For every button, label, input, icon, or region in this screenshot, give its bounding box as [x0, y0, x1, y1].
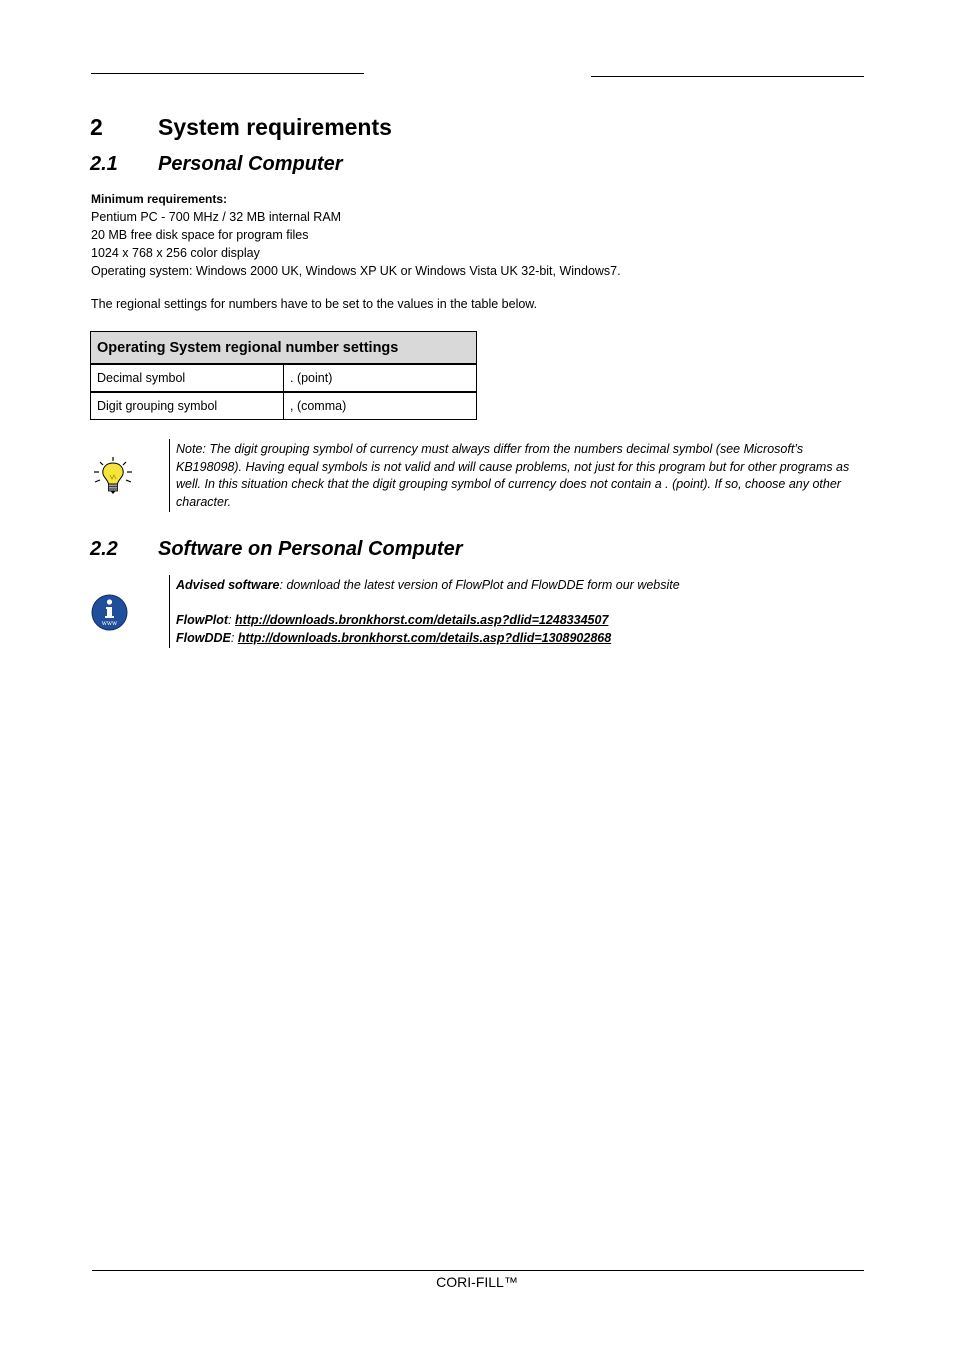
regional-settings-table — [90, 331, 477, 420]
requirement-item: Pentium PC - 700 MHz / 32 MB internal RAM — [91, 210, 342, 224]
software-divider — [169, 575, 170, 648]
flowplot-link[interactable]: http://downloads.bronkhorst.com/details.asp?dlid=1248334507 — [235, 613, 609, 627]
subsection-heading-software — [90, 538, 463, 561]
header-rule-right — [591, 76, 864, 77]
flowplot-label: FlowPlot — [176, 613, 229, 627]
footer-rule — [92, 1270, 864, 1271]
footer-text: CORI-FILL™ — [436, 1274, 518, 1290]
subsection-heading-pc — [90, 153, 342, 176]
section-title: System requirements — [158, 114, 392, 140]
note-text: Note: The digit grouping symbol of currency must always differ from the numbers decimal symbol (see Microsoft’s KB198098). Having equal symbols is not valid and will cause problems, not just for this program but for other programs as well. In this situation check that the digit grouping symbol of currency does not contain a . (point). If so, choose any other character. — [176, 442, 850, 509]
flowplot-line: FlowPlot: http://downloads.bronkhorst.com/details.asp?dlid=1248334507 — [176, 613, 609, 627]
info-icon-label: www — [101, 620, 118, 627]
requirement-item: 1024 x 768 x 256 color display — [91, 246, 260, 260]
subsection-title: Software on Personal Computer — [158, 538, 463, 560]
requirements-title: Minimum requirements: — [91, 192, 228, 206]
table-cell-value: . (point) — [284, 364, 477, 392]
flowdde-line: FlowDDE: http://downloads.bronkhorst.com/details.asp?dlid=1308902868 — [176, 630, 612, 645]
table-cell-name: Digit grouping symbol — [91, 392, 284, 420]
advised-text: : download the latest version of FlowPlot and FlowDDE form our website — [279, 578, 680, 592]
subsection-title: Personal Computer — [158, 153, 343, 175]
subsection-number: 2.1 — [90, 153, 118, 175]
lightbulb-icon — [91, 455, 135, 495]
section-heading — [90, 114, 392, 141]
note-divider — [169, 439, 170, 512]
flowdde-link[interactable]: http://downloads.bronkhorst.com/details.asp?dlid=1308902868 — [237, 630, 612, 645]
table-row — [91, 364, 477, 392]
section-number: 2 — [90, 114, 103, 140]
table-header: Operating System regional number settings — [91, 332, 477, 365]
info-www-icon — [91, 594, 128, 631]
requirement-item: Operating system: Windows 2000 UK, Windows XP UK or Windows Vista UK 32-bit, Windows7. — [91, 264, 621, 278]
advised-line — [176, 577, 861, 595]
table-cell-value: , (comma) — [284, 392, 477, 420]
subsection-number: 2.2 — [90, 538, 118, 560]
table-row — [91, 392, 477, 420]
table-cell-name: Decimal symbol — [91, 364, 284, 392]
header-rule-left — [91, 73, 364, 74]
flowdde-label: FlowDDE — [176, 630, 231, 645]
software-note — [176, 577, 861, 647]
regional-settings-text: The regional settings for numbers have to be set to the values in the table below. — [91, 297, 538, 311]
spacer — [176, 595, 861, 613]
requirements-block — [91, 190, 621, 280]
requirement-item: 20 MB free disk space for program files — [91, 228, 309, 242]
advised-label: Advised software — [176, 578, 280, 592]
